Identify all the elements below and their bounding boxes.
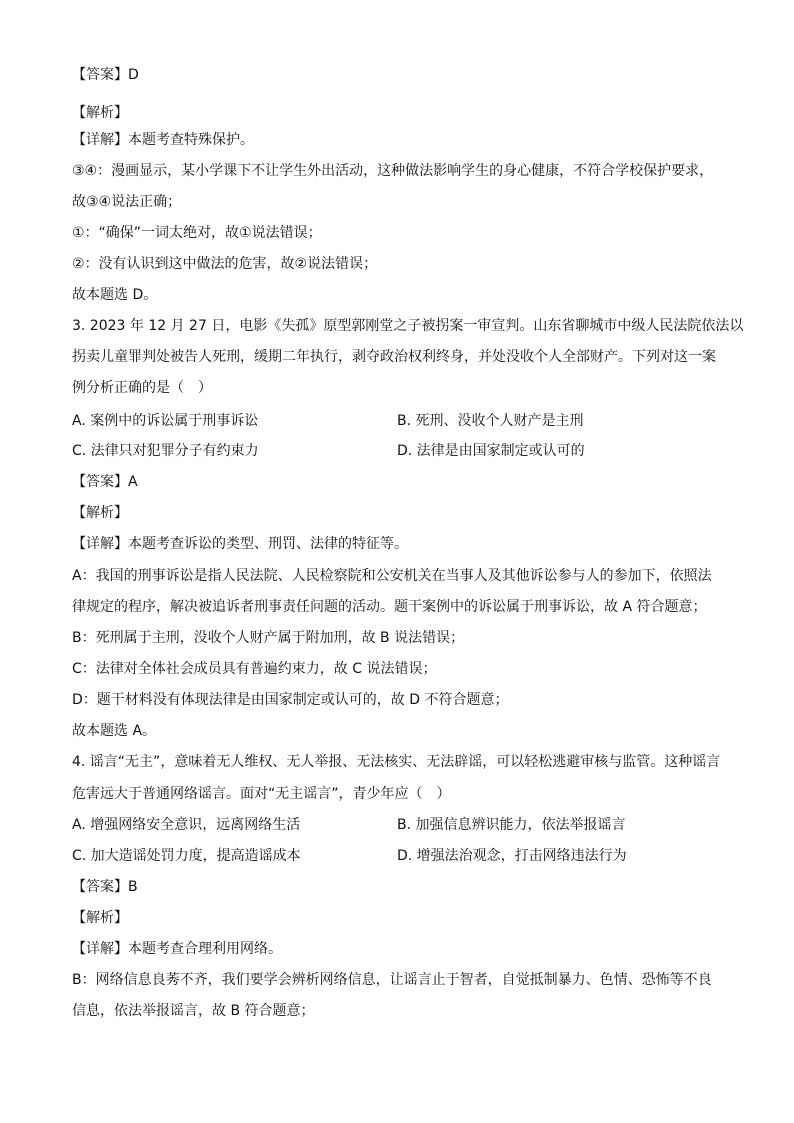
question-4-text: 4. 谣言“无主”，意味着无人维权、无人举报、无法核实、无法辟谣，可以轻松逃避审核与监管。这种谣言 xyxy=(72,754,721,770)
answer-label: 【答案】B xyxy=(72,879,138,895)
question-3-text: 拐卖儿童罪判处被告人死刑，缓期二年执行，剥夺政治权利终身，并处没收个人全部财产。下列对这一案 xyxy=(72,349,716,365)
explanation-text: ①：“确保”一词太绝对，故①说法错误； xyxy=(72,225,322,241)
analysis-label: 【解析】 xyxy=(72,910,128,926)
explanation-text: A：我国的刑事诉讼是指人民法院、人民检察院和公安机关在当事人及其他诉讼参与人的参加下，依照法 xyxy=(72,568,712,584)
question-4-text: 危害远大于普通网络谣言。面对“无主谣言”，青少年应（ ） xyxy=(72,786,451,802)
explanation-text: B：死刑属于主刑，没收个人财产属于附加刑，故 B 说法错误； xyxy=(72,630,465,646)
q3-choice-b: B. 死刑、没收个人财产是主刑 xyxy=(397,413,584,429)
answer-label: 【答案】D xyxy=(72,67,139,83)
analysis-label: 【解析】 xyxy=(72,105,128,121)
explanation-text: 信息，依法举报谣言，故 B 符合题意； xyxy=(72,1003,315,1019)
q4-choice-b: B. 加强信息辨识能力，依法举报谣言 xyxy=(397,817,626,833)
explanation-text: C：法律对全体社会成员具有普遍约束力，故 C 说法错误； xyxy=(72,661,437,677)
detail-text: 【详解】本题考查合理利用网络。 xyxy=(72,941,282,957)
question-3-text: 例分析正确的是（ ） xyxy=(72,380,212,396)
detail-text: 【详解】本题考查特殊保护。 xyxy=(72,132,254,148)
q3-choice-a: A. 案例中的诉讼属于刑事诉讼 xyxy=(72,413,259,429)
analysis-label: 【解析】 xyxy=(72,505,128,521)
conclusion-text: 故本题选 D。 xyxy=(72,287,158,303)
explanation-text: D：题干材料没有体现法律是由国家制定或认可的，故 D 不符合题意； xyxy=(72,692,509,708)
detail-text: 【详解】本题考查诉讼的类型、刑罚、法律的特征等。 xyxy=(72,536,408,552)
explanation-text: 律规定的程序，解决被追诉者刑事责任问题的活动。题干案例中的诉讼属于刑事诉讼，故 A 符合题意； xyxy=(72,599,707,615)
q3-choice-d: D. 法律是由国家制定或认可的 xyxy=(397,443,585,459)
conclusion-text: 故本题选 A。 xyxy=(72,723,157,739)
answer-label: 【答案】A xyxy=(72,474,138,490)
question-3-text: 3. 2023 年 12 月 27 日，电影《失孤》原型郭刚堂之子被拐案一审宣判。山东省聊城市中级人民法院依法以 xyxy=(72,318,744,334)
q4-choice-c: C. 加大造谣处罚力度，提高造谣成本 xyxy=(72,848,301,864)
q4-choice-d: D. 增强法治观念，打击网络违法行为 xyxy=(397,848,627,864)
q3-choice-c: C. 法律只对犯罪分子有约束力 xyxy=(72,443,259,459)
explanation-text: ③④：漫画显示，某小学课下不让学生外出活动，这种做法影响学生的身心健康，不符合学校保护要求， xyxy=(72,163,714,179)
explanation-text: B：网络信息良莠不齐，我们要学会辨析网络信息，让谣言止于智者，自觉抵制暴力、色情、恐怖等不良 xyxy=(72,972,712,988)
explanation-text: ②：没有认识到这中做法的危害，故②说法错误； xyxy=(72,256,378,272)
q4-choice-a: A. 增强网络安全意识，远离网络生活 xyxy=(72,817,301,833)
explanation-text: 故③④说法正确； xyxy=(72,194,182,210)
